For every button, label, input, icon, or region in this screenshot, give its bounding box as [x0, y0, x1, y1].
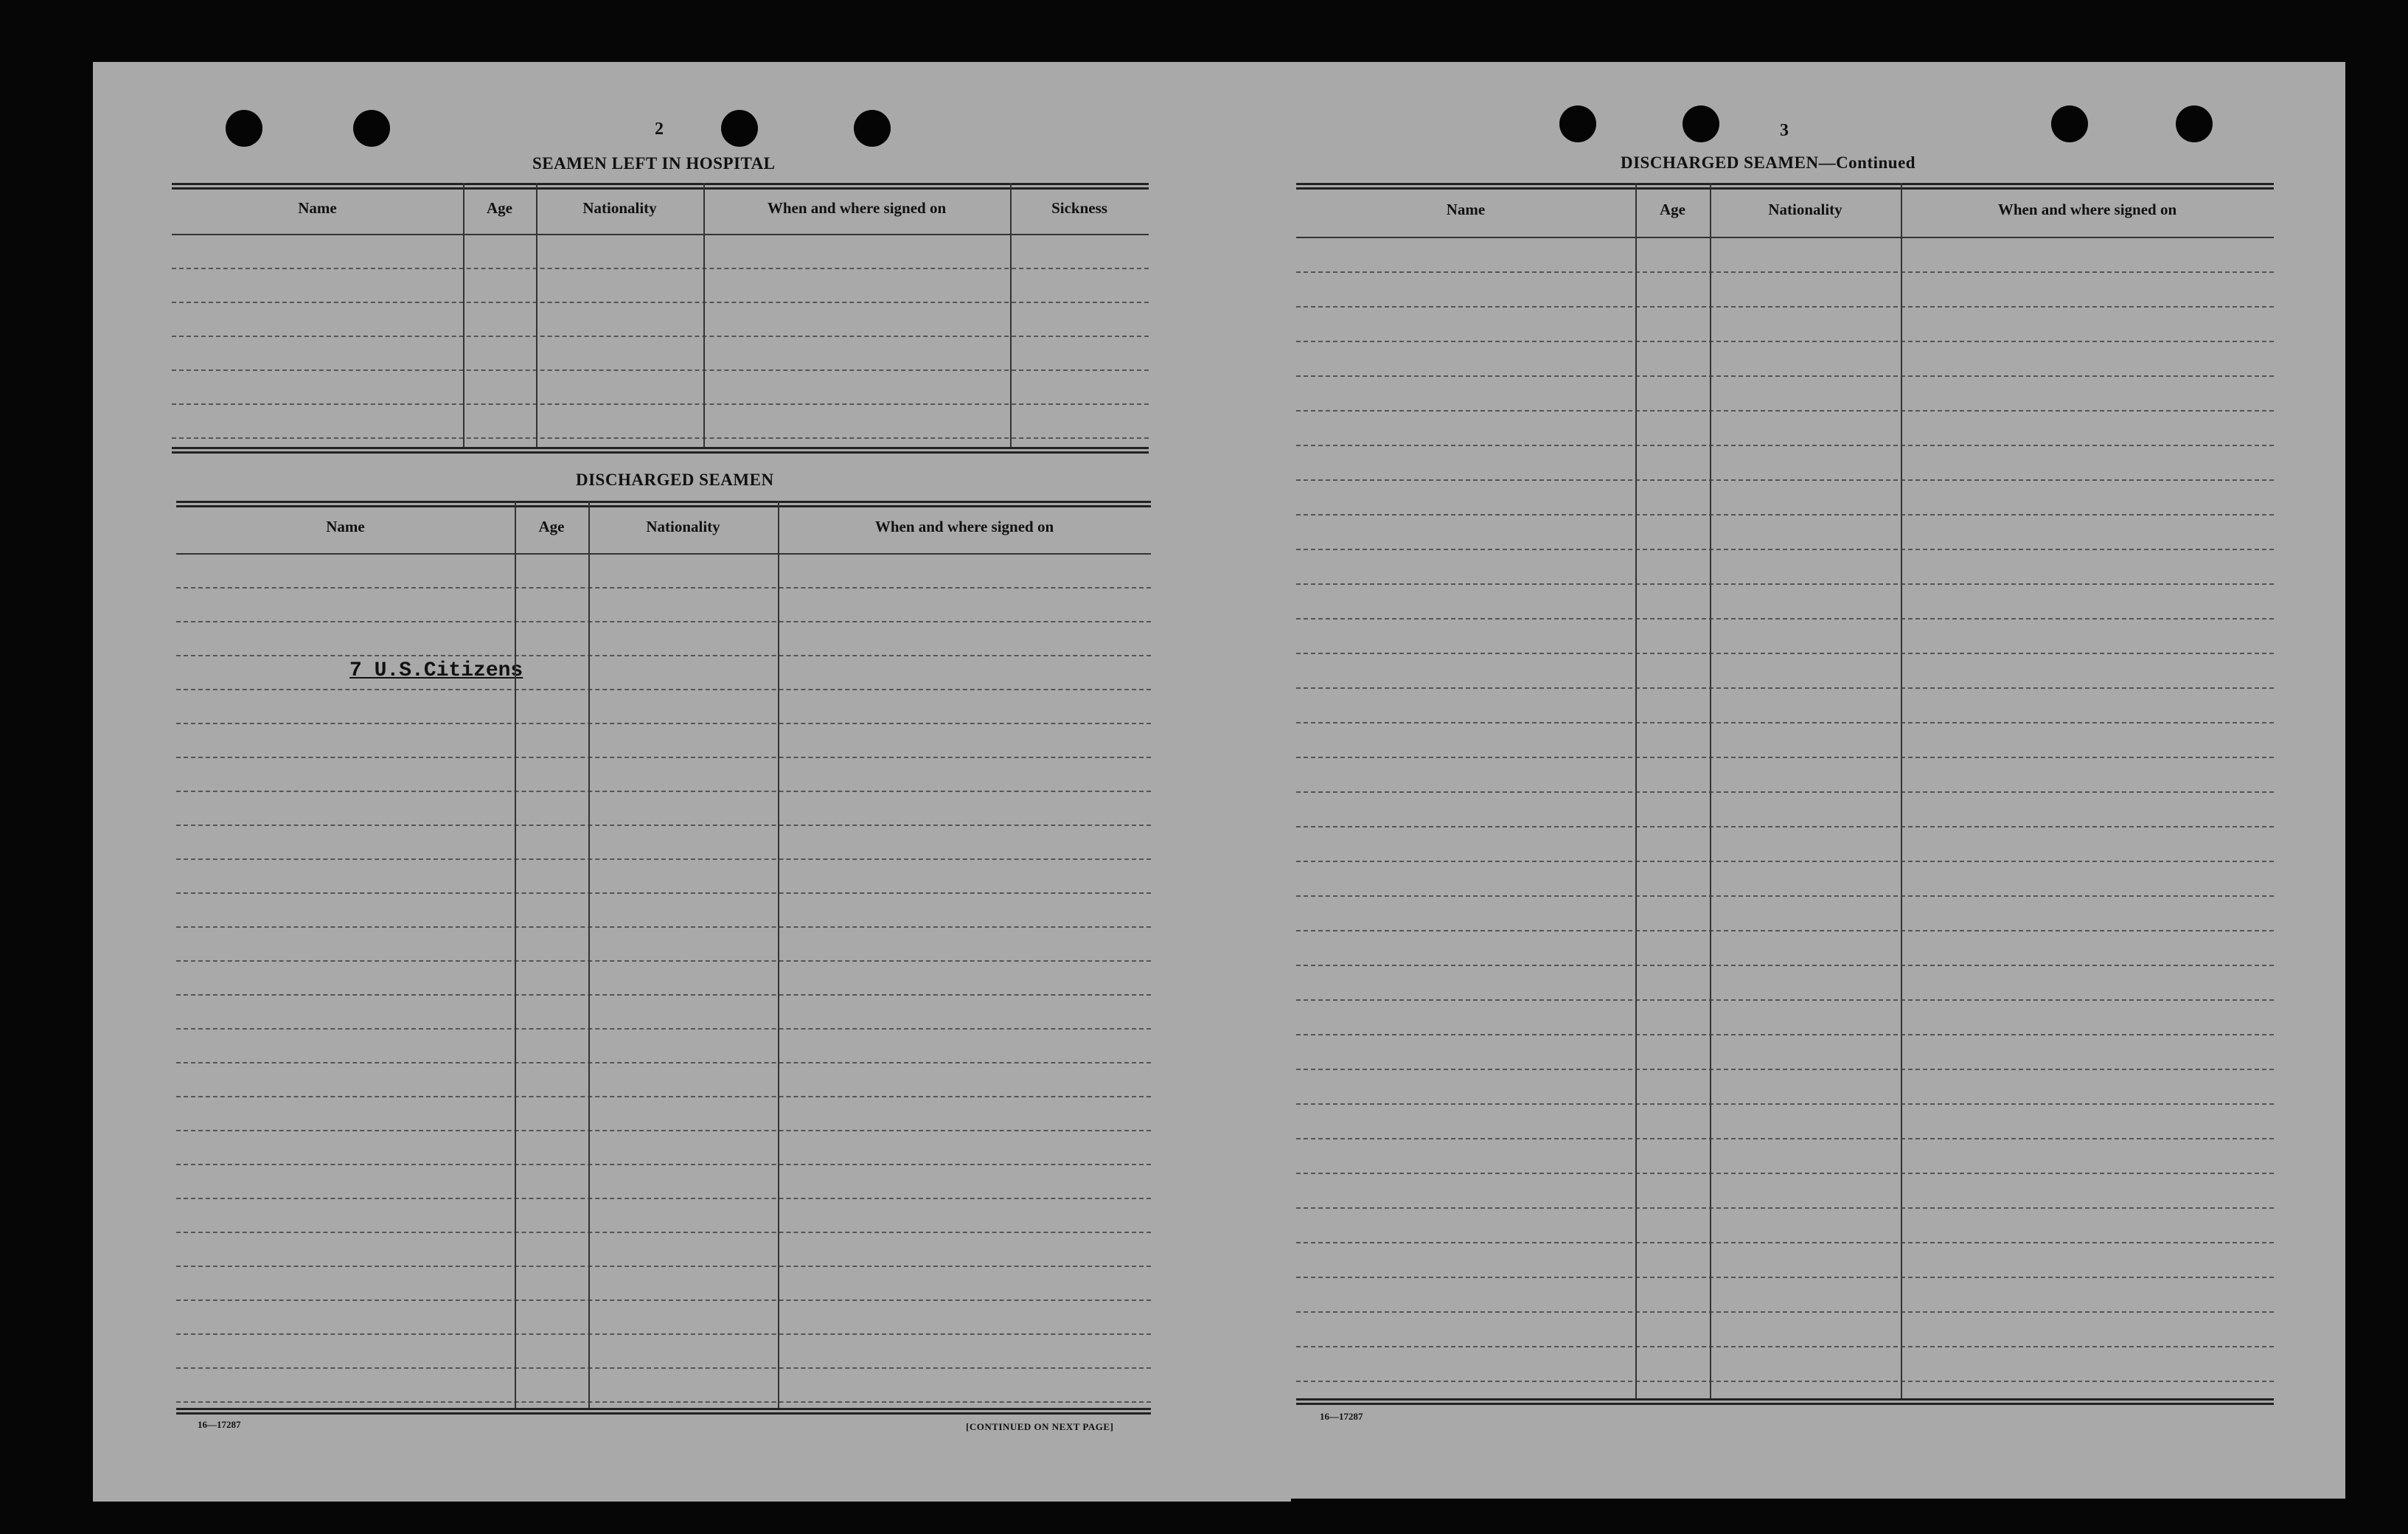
row-rule: [1296, 1103, 2274, 1105]
row-rule: [176, 1130, 1151, 1131]
row-rule: [176, 1028, 1151, 1030]
row-rule: [176, 1232, 1151, 1233]
row-rule: [1296, 549, 2274, 550]
table-bottom-rule: [172, 447, 1149, 454]
table-top-rule: [176, 501, 1151, 507]
column-divider: [463, 183, 464, 447]
row-rule: [176, 1299, 1151, 1301]
header-rule: [176, 553, 1151, 555]
discharged-continued-title: DISCHARGED SEAMEN—Continued: [1621, 153, 1916, 172]
row-rule: [176, 926, 1151, 928]
row-rule: [176, 621, 1151, 622]
row-rule: [1296, 1277, 2274, 1278]
row-rule: [1296, 1381, 2274, 1382]
column-header: When and where signed on: [874, 517, 1054, 535]
column-divider: [515, 501, 516, 1408]
column-divider: [1635, 183, 1637, 1398]
form-page-left: [93, 62, 1291, 1502]
row-rule: [176, 791, 1151, 792]
row-rule: [176, 892, 1151, 894]
row-rule: [1296, 445, 2274, 446]
row-rule: [1296, 826, 2274, 827]
header-rule: [1296, 237, 2274, 238]
row-rule: [1296, 410, 2274, 412]
row-rule: [1296, 271, 2274, 273]
row-rule: [1296, 999, 2274, 1001]
row-rule: [176, 723, 1151, 724]
column-header: Age: [487, 198, 512, 217]
column-divider: [703, 183, 705, 447]
table-top-rule: [1296, 183, 2274, 190]
row-rule: [1296, 930, 2274, 931]
column-header: Name: [1446, 200, 1486, 218]
row-rule: [1296, 791, 2274, 793]
row-rule: [1296, 1207, 2274, 1209]
row-rule: [172, 268, 1149, 269]
row-rule: [1296, 757, 2274, 758]
column-divider: [1901, 183, 1902, 1398]
punch-hole: [1559, 105, 1596, 142]
row-rule: [176, 825, 1151, 826]
row-rule: [172, 302, 1149, 303]
row-rule: [1296, 514, 2274, 516]
row-rule: [1296, 1034, 2274, 1035]
row-rule: [1296, 1173, 2274, 1174]
row-rule: [176, 1198, 1151, 1199]
row-rule: [1296, 618, 2274, 620]
row-rule: [1296, 1069, 2274, 1070]
form-page-right: [1291, 62, 2345, 1499]
column-header: Sickness: [1051, 198, 1107, 217]
column-header: Name: [298, 198, 337, 217]
row-rule: [172, 403, 1149, 405]
page-number: 3: [1780, 121, 1789, 140]
row-rule: [176, 994, 1151, 996]
row-rule: [1296, 583, 2274, 585]
column-divider: [588, 501, 590, 1408]
row-rule: [1296, 1242, 2274, 1243]
row-rule: [1296, 687, 2274, 689]
header-rule: [172, 234, 1149, 235]
typed-entry: 7 U.S.Citizens: [349, 659, 523, 682]
form-number: 16—17287: [1320, 1411, 1363, 1422]
column-divider: [536, 183, 537, 447]
row-rule: [176, 1333, 1151, 1335]
row-rule: [176, 1096, 1151, 1097]
punch-hole: [721, 110, 758, 147]
column-divider: [1710, 183, 1711, 1398]
punch-hole: [2051, 105, 2088, 142]
column-divider: [778, 501, 779, 1408]
column-header: Name: [326, 517, 365, 535]
page-number: 2: [655, 119, 664, 139]
row-rule: [1296, 341, 2274, 342]
row-rule: [1296, 895, 2274, 897]
row-rule: [176, 1062, 1151, 1063]
row-rule: [176, 960, 1151, 962]
row-rule: [1296, 479, 2274, 481]
row-rule: [172, 437, 1149, 439]
row-rule: [176, 858, 1151, 860]
row-rule: [1296, 653, 2274, 654]
table-bottom-rule: [1296, 1398, 2274, 1405]
row-rule: [176, 1164, 1151, 1165]
row-rule: [1296, 1311, 2274, 1313]
punch-hole: [1683, 105, 1719, 142]
row-rule: [176, 689, 1151, 690]
row-rule: [1296, 375, 2274, 377]
form-number: 16—17287: [198, 1419, 241, 1430]
column-header: When and where signed on: [1997, 200, 2177, 218]
row-rule: [176, 655, 1151, 656]
row-rule: [172, 336, 1149, 337]
table-bottom-rule: [176, 1408, 1151, 1415]
punch-hole: [854, 110, 891, 147]
punch-hole: [2176, 105, 2213, 142]
discharged-section-title: DISCHARGED SEAMEN: [576, 471, 774, 489]
row-rule: [1296, 722, 2274, 723]
punch-hole: [226, 110, 262, 147]
row-rule: [1296, 1346, 2274, 1347]
row-rule: [176, 1401, 1151, 1403]
column-header: Nationality: [1768, 200, 1842, 218]
row-rule: [176, 757, 1151, 758]
row-rule: [1296, 861, 2274, 862]
row-rule: [1296, 306, 2274, 308]
row-rule: [176, 1266, 1151, 1267]
hospital-section-title: SEAMEN LEFT IN HOSPITAL: [532, 154, 776, 173]
row-rule: [176, 1367, 1151, 1369]
column-header: Age: [538, 517, 565, 535]
row-rule: [1296, 1138, 2274, 1139]
table-top-rule: [172, 183, 1149, 190]
column-divider: [1010, 183, 1012, 447]
continued-note: [CONTINUED ON NEXT PAGE]: [966, 1421, 1114, 1432]
row-rule: [176, 587, 1151, 589]
column-header: Age: [1660, 200, 1685, 218]
column-header: Nationality: [582, 198, 657, 217]
row-rule: [1296, 965, 2274, 966]
row-rule: [172, 369, 1149, 371]
punch-hole: [353, 110, 390, 147]
column-header: Nationality: [646, 517, 720, 535]
column-header: When and where signed on: [767, 198, 947, 217]
